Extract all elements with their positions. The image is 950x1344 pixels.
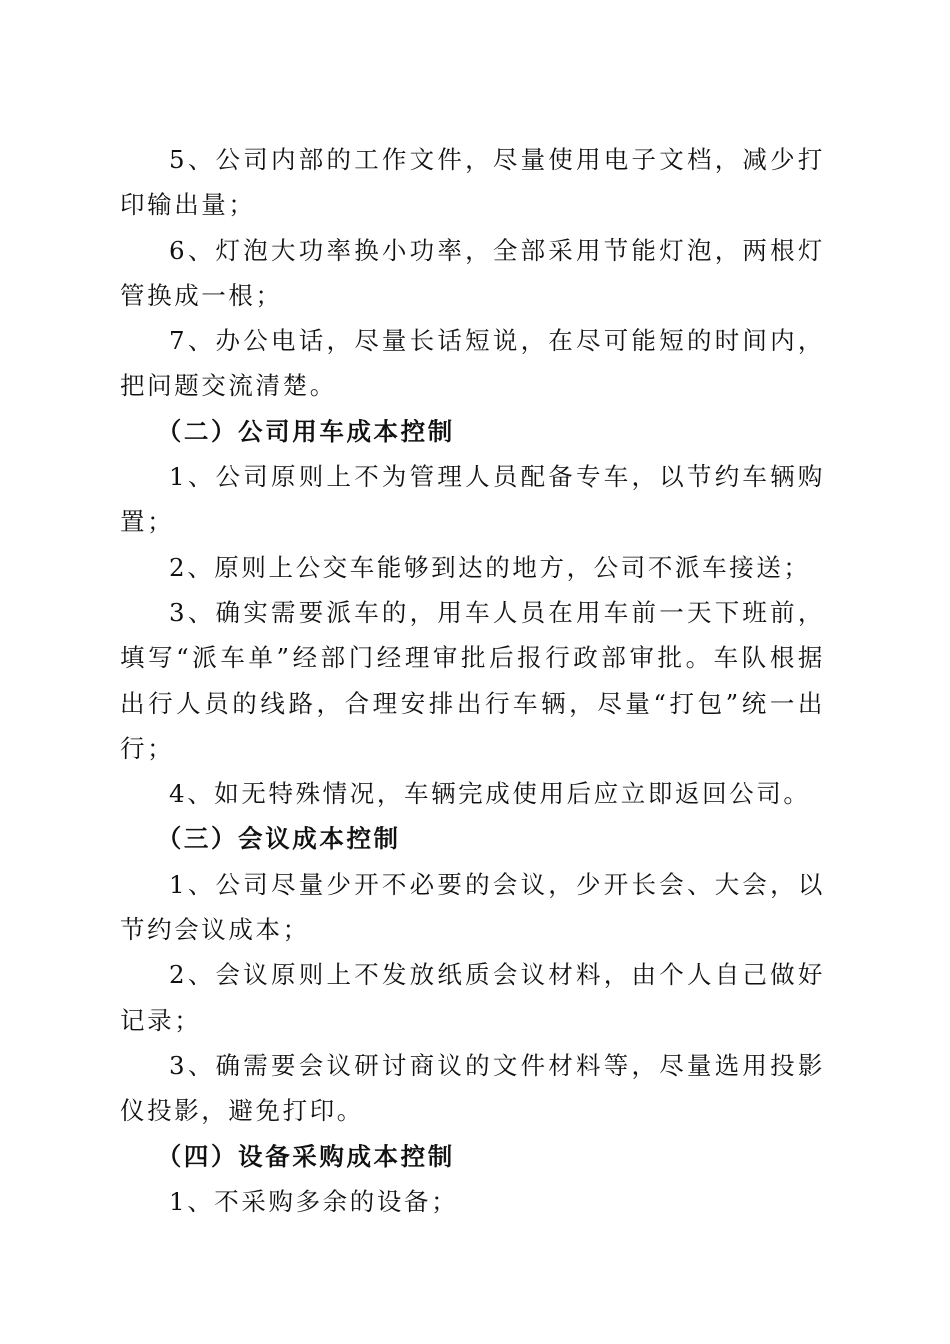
paragraph-meeting-1: 1、公司尽量少开不必要的会议，少开长会、大会，以节约会议成本； (120, 869, 825, 945)
document-body (120, 137, 825, 1224)
paragraph-equipment-1: 1、不采购多余的设备； (169, 1186, 459, 1216)
paragraph-meeting-3: 3、确需要会议研讨商议的文件材料等，尽量选用投影仪投影，避免打印。 (120, 1050, 825, 1126)
paragraph-item-7: 7、办公电话，尽量长话短说，在尽可能短的时间内，把问题交流清楚。 (120, 326, 825, 401)
paragraph-meeting-2: 2、会议原则上不发放纸质会议材料，由个人自己做好记录； (120, 960, 825, 1035)
section-heading-meeting-cost: （三）会议成本控制 (156, 824, 401, 854)
paragraph-vehicle-2: 2、原则上公交车能够到达的地方，公司不派车接送； (169, 552, 811, 582)
section-heading-equipment-cost: （四）设备采购成本控制 (156, 1141, 455, 1171)
paragraph-vehicle-1: 1、公司原则上不为管理人员配备专车，以节约车辆购置； (120, 462, 825, 537)
section-heading-vehicle-cost: （二）公司用车成本控制 (156, 416, 455, 446)
paragraph-item-5: 5、公司内部的工作文件，尽量使用电子文档，减少打印输出量； (120, 145, 825, 220)
paragraph-vehicle-4: 4、如无特殊情况，车辆完成使用后应立即返回公司。 (169, 779, 811, 809)
paragraph-vehicle-3: 3、确实需要派车的，用车人员在用车前一天下班前，填写“派车单”经部门经理审批后报行政部审批。车队根据出行人员的线路，合理安排出行车辆，尽量“打包”统一出行； (120, 597, 825, 763)
paragraph-item-6: 6、灯泡大功率换小功率，全部采用节能灯泡，两根灯管换成一根； (120, 235, 825, 310)
